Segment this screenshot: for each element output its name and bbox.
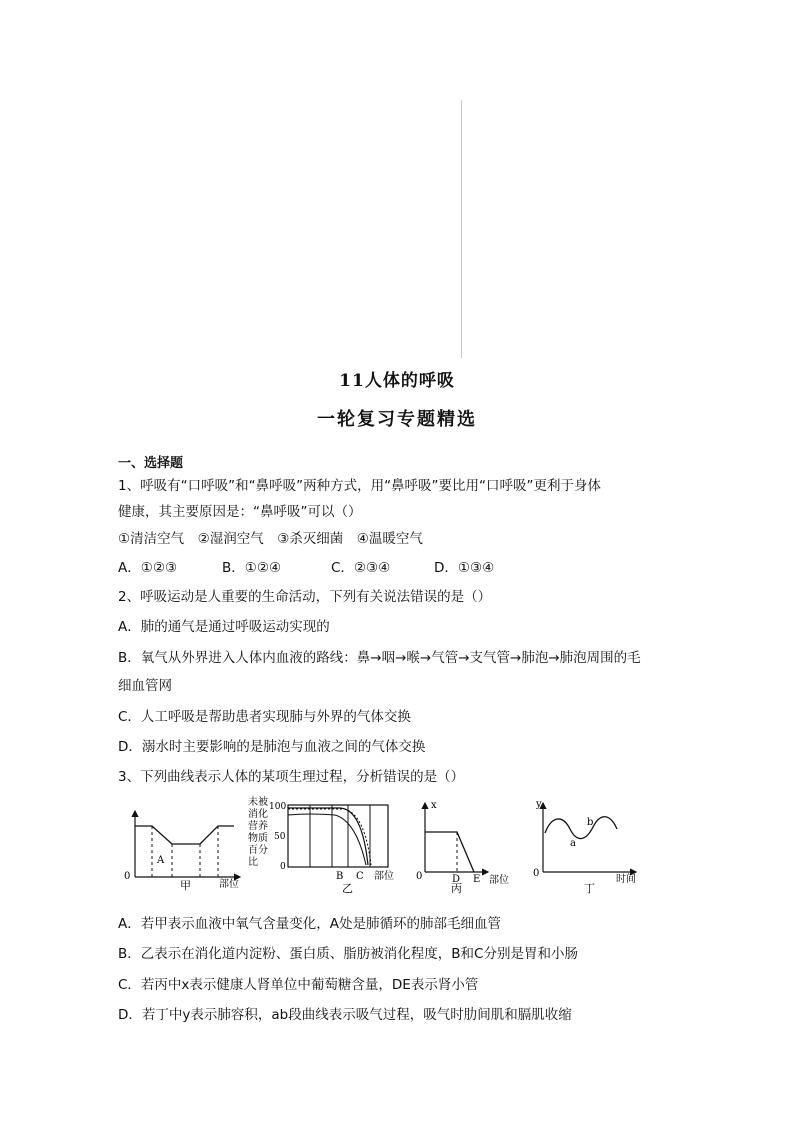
q1-stem-line1: 1、呼吸有“口呼吸”和“鼻呼吸”两种方式，用“鼻呼吸”要比用“口呼吸”更利于身体 (118, 478, 602, 494)
page-title: 11人体的呼吸 (339, 371, 455, 391)
jia-origin: 0 (124, 871, 131, 882)
yi-tick-50: 50 (274, 832, 286, 842)
yi-ylabel-1: 未被 (248, 797, 268, 808)
yi-caption: 乙 (342, 882, 353, 895)
q3-stem: 3、下列曲线表示人体的某项生理过程，分析错误的是（） (118, 769, 465, 785)
ding-label-a: a (570, 838, 576, 849)
q1-option-b: B．①②④ (222, 560, 282, 576)
figure-jia (124, 811, 240, 892)
q2-option-b-line2: 细血管网 (118, 678, 172, 694)
bing-label-e: E (473, 874, 481, 885)
ding-label-b: b (587, 817, 594, 828)
yi-origin: 0 (280, 862, 286, 872)
ding-xlabel: 时间 (616, 874, 636, 885)
yi-ylabel-6: 比 (248, 857, 258, 868)
yi-tick-100: 100 (269, 802, 287, 812)
ding-origin: 0 (533, 868, 540, 879)
bing-ylabel: x (431, 800, 437, 811)
jia-region-a: A (157, 855, 165, 866)
bing-origin: 0 (416, 871, 423, 882)
yi-ylabel-3: 营养 (248, 821, 268, 832)
bing-caption: 丙 (451, 882, 462, 895)
jia-xlabel: 部位 (219, 879, 239, 890)
q1-option-c: C．②③④ (331, 560, 391, 576)
jia-caption: 甲 (180, 879, 191, 892)
vertical-divider (461, 100, 462, 358)
yi-label-b: B (336, 871, 344, 882)
q2-stem: 2、呼吸运动是人重要的生命活动，下列有关说法错误的是（） (118, 589, 492, 605)
q1-stem-line2: 健康，其主要原因是：“鼻呼吸”可以（） (118, 504, 362, 520)
q2-option-b-line1: B．氧气从外界进入人体内血液的路线：鼻→咽→喉→气管→支气管→肺泡→肺泡周围的毛 (118, 650, 641, 666)
ding-caption: 丁 (584, 882, 595, 895)
q3-option-a: A．若甲表示血液中氧气含量变化，A处是肺循环的肺部毛细血管 (118, 916, 501, 932)
q2-option-d: D．溺水时主要影响的是肺泡与血液之间的气体交换 (118, 739, 426, 755)
figure-bing (416, 800, 509, 895)
yi-xlabel: 部位 (374, 871, 394, 882)
q3-option-b: B．乙表示在消化道内淀粉、蛋白质、脂肪被消化程度，B和C分别是胃和小肠 (118, 946, 578, 962)
figure-yi (248, 795, 394, 895)
q3-figures (0, 795, 794, 900)
q3-option-c: C．若丙中x表示健康人肾单位中葡萄糖含量，DE表示肾小管 (118, 977, 479, 993)
yi-ylabel-2: 消化 (248, 809, 268, 820)
figure-ding (533, 799, 636, 895)
q1-option-a: A．①②③ (118, 560, 178, 576)
bing-xlabel: 部位 (489, 875, 509, 886)
yi-label-c: C (356, 871, 364, 882)
yi-ylabel-4: 物质 (248, 833, 268, 844)
page-subtitle: 一轮复习专题精选 (317, 409, 477, 430)
bing-label-d: D (452, 874, 461, 885)
q2-option-c: C．人工呼吸是帮助患者实现肺与外界的气体交换 (118, 709, 411, 725)
q2-option-a: A．肺的通气是通过呼吸运动实现的 (118, 619, 330, 635)
q1-option-d: D．①③④ (434, 560, 495, 576)
section-heading: 一、选择题 (118, 456, 184, 471)
q1-items: ①清洁空气 ②湿润空气 ③杀灭细菌 ④温暖空气 (118, 531, 423, 547)
yi-ylabel-5: 百分 (248, 845, 268, 856)
ding-ylabel: y (536, 799, 542, 810)
q3-option-d: D．若丁中y表示肺容积，ab段曲线表示吸气过程，吸气时肋间肌和膈肌收缩 (118, 1007, 572, 1023)
